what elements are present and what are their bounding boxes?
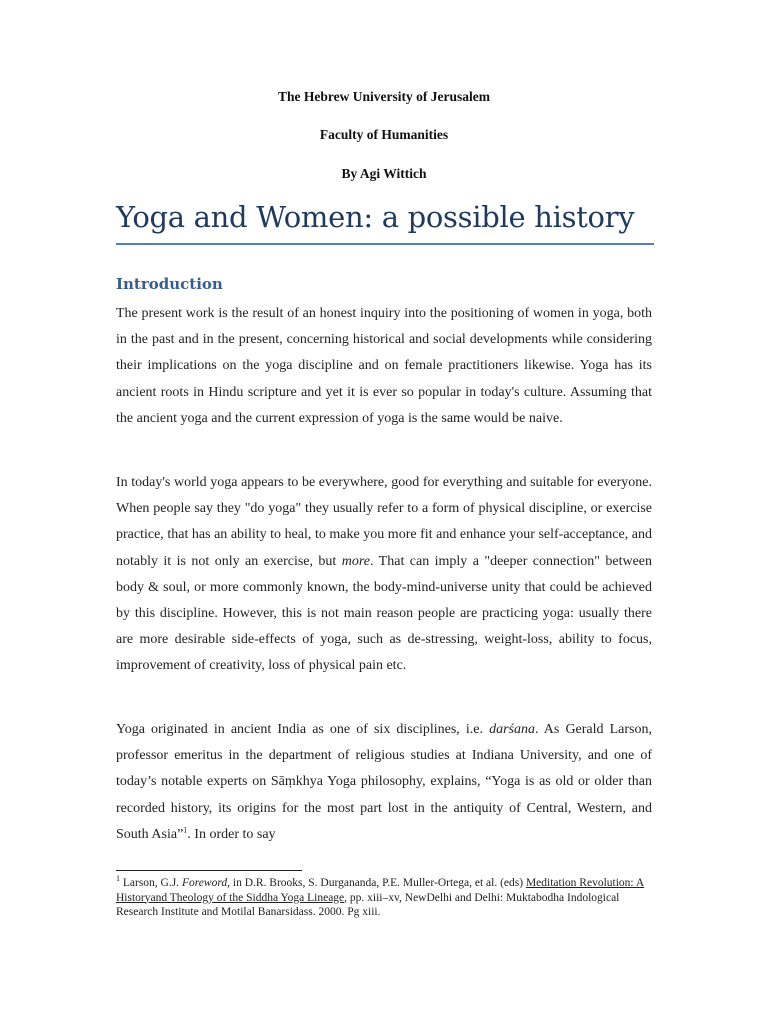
paragraph-2-text-b: . That can imply a "deeper connection" between body & soul, or more commonly known, the body-mind-universe unity that could be achieved by this discipline. However, this is not main reason people are practicing yoga: usually there are more desirable side-effects of yoga, such as de-stressing, weight-loss, ability to focus, improvement of creativity, loss of physical pain etc. [116,553,652,674]
footnote-emphasis: Foreword [181,877,228,889]
paragraph-2-emphasis: more [341,553,371,569]
paragraph-2-text-a: In today's world yoga appears to be everywhere, good for everything and suitable for everyone. When people say they "do yoga" they usually refer to a form of physical discipline, or exercise practice, that has an ability to heal, to make you more fit and enhance your self-acceptance, and notably it is not only an exercise, but [116,475,652,569]
paragraph-1: The present work is the result of an honest inquiry into the positioning of women in yoga, both in the past and in the present, concerning historical and social developments while considering their implications on the yoga discipline and on female practitioners likewise. Yoga has its ancient roots in Hindu scripture and yet it is ever so popular in today's culture. Assuming that the ancient yoga and the current expression of yoga is the same would be naive. [116,306,652,426]
footnote-text-b: , in D.R. Brooks, S. Durgananda, P.E. Muller-Ortega, et al. (eds) [227,877,526,889]
faculty-name: Faculty of Humanities [319,127,449,142]
footnote-1 [116,876,656,920]
author-byline: By Agi Wittich [341,166,427,181]
paragraph-3-emphasis: darśana [489,722,535,737]
paragraph-3-text-c: . In order to say [187,826,276,842]
paragraph-3-text-a: Yoga originated in ancient India as one of six disciplines, i.e. [116,722,490,737]
paragraph-3 [116,717,652,848]
paragraph-3-text-b: . As Gerald Larson, professor emeritus in the department of religious studies at Indiana University, and one of today’s notable experts on Sāṃkhya Yoga philosophy, explains, “Yoga is as old or older than recorded history, its origins for the most part lost in the antiquity of Central, Western, and South Asia” [116,722,652,842]
document-title: Yoga and Women: a possible history [116,200,635,234]
footnote-reference[interactable]: 1 [183,825,188,835]
footnote-separator [116,870,302,871]
footnote-text-a: Larson, G.J. [120,877,182,889]
footnote-marker: 1 [116,874,120,884]
footnote-book-title: Meditation Revolution: A Historyand Theology of the Siddha Yoga Lineage [116,877,645,904]
footnote-text-c: , pp. xiii–xv, NewDelhi and Delhi: Muktabodha Indological Research Institute and Motilal Banarsidass. 2000. Pg xiii. [116,891,620,918]
paragraph-2 [116,470,652,680]
section-heading-introduction: Introduction [116,275,223,293]
university-name: The Hebrew University of Jerusalem [278,89,490,104]
title-underline [116,243,654,245]
